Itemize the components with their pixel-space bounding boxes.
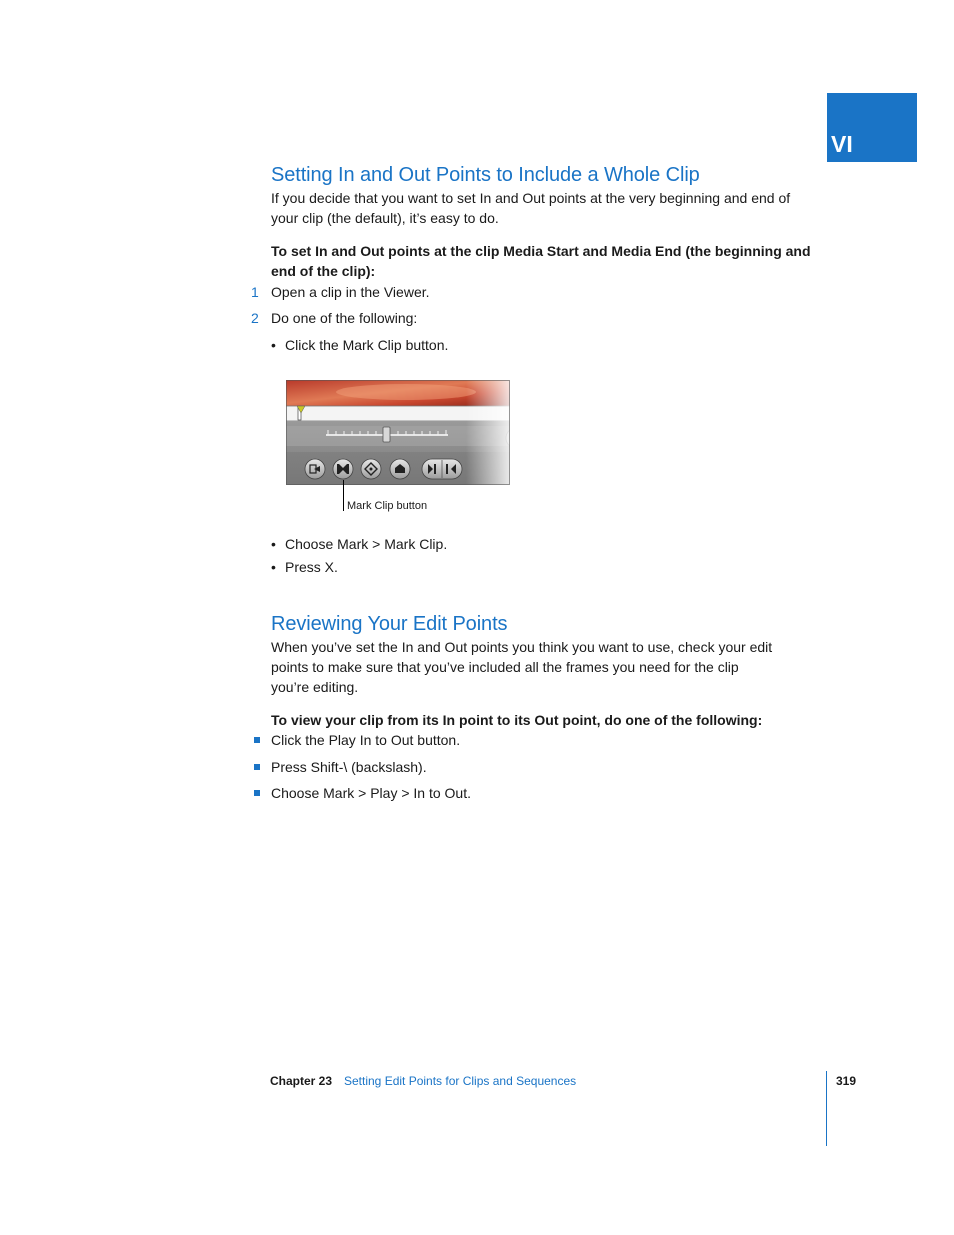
step-number-2: 2 [251,310,259,326]
section2-intro-line1: When you’ve set the In and Out points you think you want to use, check your edit [271,639,773,655]
footer-chapter-title: Setting Edit Points for Clips and Sequences [344,1074,577,1088]
viewer-controls-figure [286,380,510,485]
step-text-2: Do one of the following: [271,310,418,326]
footer-chapter-label: Chapter 23 [270,1074,333,1088]
section-heading-whole-clip: Setting In and Out Points to Include a Whole Clip [271,164,700,186]
section2-intro [271,637,831,697]
item-play-in-to-out: Click the Play In to Out button. [271,732,461,748]
bullet-choose-mark-clip: Choose Mark > Mark Clip. [285,536,448,552]
shuttle-slider-handle[interactable] [383,427,390,442]
figure-caption: Mark Clip button [347,500,428,512]
mark-in-out-buttons[interactable] [422,459,462,479]
step-number-1: 1 [251,284,259,300]
item-press-shift-backslash: Press Shift-\ (backslash). [271,759,427,775]
bullet-press-x: Press X. [285,559,338,575]
section1-task [271,241,831,281]
add-marker-button[interactable] [390,459,410,479]
video-highlight [336,384,476,400]
bullet-marker: • [271,536,276,552]
bullet-click-mark-clip: Click the Mark Clip button. [285,337,449,353]
part-tab: VI [827,93,917,162]
figure-right-fade [466,380,510,485]
mark-clip-button[interactable] [333,459,353,479]
section1-task-line1: To set In and Out points at the clip Media Start and Media End (the beginning and [271,243,811,259]
add-keyframe-button[interactable] [361,459,381,479]
square-bullet-icon [254,737,260,743]
footer-rule [826,1071,827,1146]
section1-intro-line2: your clip (the default), it’s easy to do. [271,210,499,226]
section1-intro [271,188,831,228]
square-bullet-icon [254,790,260,796]
step-text-1: Open a clip in the Viewer. [271,284,430,300]
page-number: 319 [836,1074,857,1088]
section2-intro-line2: points to make sure that you’ve included all the frames you need for the clip [271,659,739,675]
square-bullet-icon [254,764,260,770]
section1-task-line2: end of the clip): [271,263,376,279]
item-choose-mark-play: Choose Mark > Play > In to Out. [271,785,471,801]
callout-line [343,480,344,511]
section2-intro-line3: you’re editing. [271,679,359,695]
bullet-marker: • [271,559,276,575]
bullet-marker: • [271,337,276,353]
section1-intro-line1: If you decide that you want to set In and Out points at the very beginning and end of [271,190,791,206]
section2-task: To view your clip from its In point to its Out point, do one of the following: [271,712,763,728]
match-frame-button[interactable] [305,459,325,479]
section-heading-reviewing: Reviewing Your Edit Points [271,613,508,635]
